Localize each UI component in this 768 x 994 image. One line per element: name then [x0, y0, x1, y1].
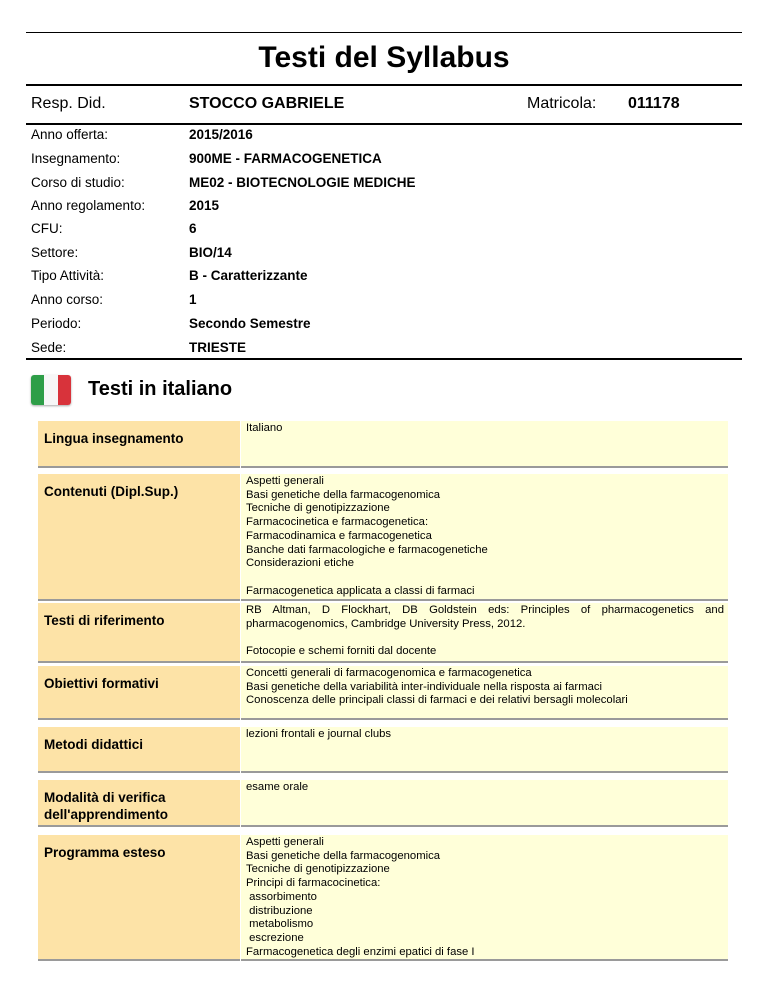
syllabus-row-obiettivi-formativi: [38, 666, 728, 720]
matricola-label: Matricola:: [527, 95, 597, 112]
row-line: distribuzione: [246, 904, 313, 917]
row-line: Tecniche di genotipizzazione: [246, 863, 390, 876]
info-rule: [26, 358, 742, 360]
row-line: lezioni frontali e journal clubs: [246, 728, 392, 740]
row-line: Farmacodinamica e farmacogenetica: [246, 529, 432, 542]
syllabus-row-contenuti: [38, 474, 728, 601]
row-line: RB Altman, D Flockhart, DB Goldstein eds: Principles of pharmacogenetics and pharmacogenomics, Cambridge University Press, 2012.: [246, 604, 724, 630]
row-line: Farmacogenetica degli enzimi epatici di fase I: [246, 945, 475, 958]
syllabus-row-programma-esteso: [38, 835, 728, 961]
row-line: Concetti generali di farmacogenomica e farmacogenetica: [246, 667, 532, 679]
row-value: [241, 474, 728, 601]
row-line-blank: [246, 631, 724, 645]
flag-stripe-green: [31, 375, 44, 405]
row-line: Banche dati farmacologiche e farmacogenetiche: [246, 543, 488, 556]
row-label: Metodi didattici: [38, 727, 240, 773]
info-value: 900ME - FARMACOGENETICA: [189, 151, 382, 166]
row-line: Considerazioni etiche: [246, 557, 355, 570]
row-label: Obiettivi formativi: [38, 666, 240, 720]
row-line: Aspetti generali: [246, 475, 324, 487]
syllabus-row-lingua-insegnamento: [38, 421, 728, 468]
info-label: Corso di studio:: [31, 175, 125, 190]
resp-name: STOCCO GABRIELE: [189, 95, 345, 112]
info-value: ME02 - BIOTECNOLOGIE MEDICHE: [189, 175, 416, 190]
info-value: 2015: [189, 198, 220, 213]
flag-stripe-white: [44, 375, 57, 405]
row-line: Basi genetiche della farmacogenomica: [246, 849, 441, 862]
row-line: Conoscenza delle principali classi di farmaci e dei relativi bersagli molecolari: [246, 694, 628, 707]
info-label: Anno corso:: [31, 292, 104, 307]
row-label: Modalità di verifica dell'apprendimento: [38, 780, 240, 827]
info-label: Periodo:: [31, 316, 82, 331]
info-label: Tipo Attività:: [31, 268, 105, 283]
row-line: esame orale: [246, 781, 309, 793]
flag-stripe-red: [58, 375, 71, 405]
info-label: Anno offerta:: [31, 127, 109, 142]
row-value: [241, 727, 728, 773]
info-label: Insegnamento:: [31, 151, 121, 166]
row-line: Italiano: [246, 422, 283, 434]
row-line: escrezione: [246, 931, 304, 944]
row-value: [241, 421, 728, 468]
row-value: [241, 666, 728, 720]
row-line: Farmacogenetica applicata a classi di farmaci: [246, 584, 475, 597]
row-line: assorbimento: [246, 890, 317, 903]
row-label: Programma esteso: [38, 835, 240, 961]
row-value: [241, 835, 728, 961]
row-line: Basi genetiche della farmacogenomica: [246, 488, 441, 501]
row-label: Lingua insegnamento: [38, 421, 240, 468]
title-rule: [26, 84, 742, 86]
info-value: BIO/14: [189, 245, 232, 260]
italian-flag-icon: [31, 375, 71, 405]
row-label: Contenuti (Dipl.Sup.): [38, 474, 240, 601]
info-label: Anno regolamento:: [31, 198, 146, 213]
info-label: Sede:: [31, 340, 67, 355]
info-value: Secondo Semestre: [189, 316, 311, 331]
syllabus-row-testi-di-riferimento: [38, 603, 728, 663]
row-line: Principi di farmacocinetica:: [246, 877, 381, 890]
syllabus-row-metodi-didattici: [38, 727, 728, 773]
info-value: B - Caratterizzante: [189, 268, 308, 283]
row-line: metabolismo: [246, 918, 314, 931]
matricola-value: 011178: [628, 95, 680, 112]
row-label: Testi di riferimento: [38, 603, 240, 663]
row-line-blank: [246, 571, 724, 585]
row-line: Aspetti generali: [246, 836, 324, 848]
info-value: 1: [189, 292, 197, 307]
info-value: 6: [189, 221, 197, 236]
section-title: Testi in italiano: [88, 378, 233, 400]
row-line: Farmacocinetica e farmacogenetica:: [246, 516, 429, 529]
info-label: CFU:: [31, 221, 63, 236]
top-rule: [26, 32, 742, 33]
resp-label: Resp. Did.: [31, 95, 106, 112]
row-value: [241, 603, 728, 663]
row-line: Fotocopie e schemi forniti dal docente: [246, 645, 437, 658]
syllabus-row-modalita-di-verifica: [38, 780, 728, 827]
info-value: 2015/2016: [189, 127, 253, 142]
row-line: Tecniche di genotipizzazione: [246, 502, 390, 515]
info-value: TRIESTE: [189, 340, 247, 355]
page-title: Testi del Syllabus: [258, 41, 510, 74]
row-line: Basi genetiche della variabilità inter-individuale nella risposta ai farmaci: [246, 680, 603, 693]
row-value: [241, 780, 728, 827]
info-label: Settore:: [31, 245, 79, 260]
